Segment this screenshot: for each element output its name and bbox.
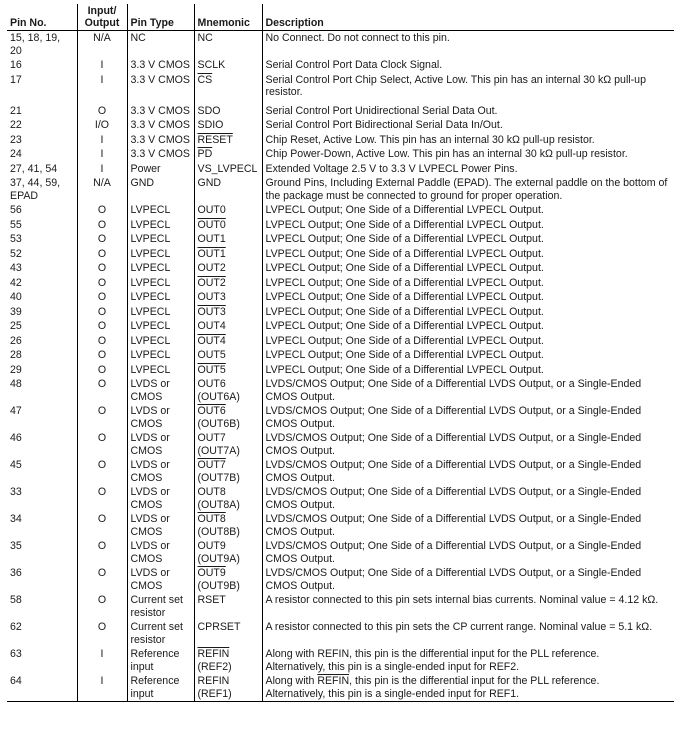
description: Serial Control Port Unidirectional Serial Data Out. bbox=[262, 100, 674, 119]
table-row bbox=[7, 58, 674, 73]
mnemonic: OUT0 bbox=[194, 203, 262, 218]
pin-number: 37, 44, 59, EPAD bbox=[10, 177, 61, 202]
pin-type: LVPECL bbox=[127, 203, 194, 218]
io-direction: O bbox=[77, 485, 127, 512]
table-row bbox=[7, 147, 674, 162]
pin-type: LVDS or CMOS bbox=[127, 539, 194, 566]
pin-type: NC bbox=[127, 31, 194, 59]
table-row bbox=[7, 247, 674, 262]
description: Extended Voltage 2.5 V to 3.3 V LVPECL Power Pins. bbox=[262, 162, 674, 177]
pin-number: 17 bbox=[10, 73, 22, 86]
io-direction: O bbox=[77, 100, 127, 119]
description: LVPECL Output; One Side of a Differential LVPECL Output. bbox=[262, 290, 674, 305]
io-direction: O bbox=[77, 305, 127, 320]
description: LVDS/CMOS Output; One Side of a Differential LVDS Output, or a Single-Ended CMOS Output. bbox=[262, 539, 674, 566]
mnemonic: OUT3 bbox=[194, 290, 262, 305]
pin-number: 52 bbox=[10, 247, 22, 260]
mnemonic bbox=[194, 363, 262, 378]
io-direction: I bbox=[77, 58, 127, 73]
description: Serial Control Port Data Clock Signal. bbox=[262, 58, 674, 73]
pin-number: 64 bbox=[7, 674, 77, 702]
pin-number: 53 bbox=[10, 233, 22, 245]
table-row bbox=[7, 73, 674, 100]
description: Along with REFIN, this pin is the differential input for the PLL reference. Alternatively, this pin is a single-ended input for REF2. bbox=[262, 647, 674, 674]
description: Chip Reset, Active Low. This pin has an internal 30 kΩ pull-up resistor. bbox=[262, 133, 674, 148]
pin-number: 34 bbox=[10, 513, 22, 525]
table-row bbox=[7, 31, 674, 59]
table-row bbox=[7, 674, 674, 702]
pin-type: LVDS or CMOS bbox=[127, 377, 194, 404]
mnemonic: SCLK bbox=[194, 58, 262, 73]
mnemonic-active-low: $\overline{CS}$ bbox=[197, 73, 213, 86]
description: No Connect. Do not connect to this pin. bbox=[262, 31, 674, 59]
pin-type: Current set resistor bbox=[127, 620, 194, 647]
description: A resistor connected to this pin sets the CP current range. Nominal value = 5.1 kΩ. bbox=[262, 620, 674, 647]
table-row bbox=[7, 100, 674, 119]
mnemonic: CPRSET bbox=[194, 620, 262, 647]
mnemonic: OUT9 (OUT9B) bbox=[194, 566, 262, 593]
mnemonic: OUT6 (OUT6B) bbox=[194, 404, 262, 431]
mnemonic: RSET bbox=[194, 593, 262, 620]
io-direction: O bbox=[77, 348, 127, 363]
pin-type: Reference input bbox=[127, 647, 194, 674]
io-direction: O bbox=[77, 232, 127, 247]
io-direction: O bbox=[77, 334, 127, 349]
description: LVPECL Output; One Side of a Differential LVPECL Output. bbox=[262, 218, 674, 233]
mnemonic: SDIO bbox=[194, 118, 262, 133]
header-pin-type: Pin Type bbox=[127, 4, 194, 31]
pin-number: 22 bbox=[10, 119, 22, 131]
table-row bbox=[7, 162, 674, 177]
mnemonic: OUT1 bbox=[194, 232, 262, 247]
description: Along with REFIN, this pin is the differential input for the PLL reference. Alternatively, this pin is a single-ended input for REF1. bbox=[262, 674, 674, 702]
mnemonic: OUT8 (OUT8A) bbox=[194, 485, 262, 512]
table-header-row bbox=[7, 4, 674, 31]
pin-type: LVDS or CMOS bbox=[127, 404, 194, 431]
description: Ground Pins, Including External Paddle (EPAD). The external paddle on the bottom of the package must be connected to ground for proper operation. bbox=[262, 176, 674, 203]
io-direction: O bbox=[77, 404, 127, 431]
table-row bbox=[7, 176, 674, 203]
io-direction: O bbox=[77, 261, 127, 276]
pin-number: 62 bbox=[10, 621, 22, 633]
pin-number: 48 bbox=[10, 378, 22, 390]
description: LVPECL Output; One Side of a Differential LVPECL Output. bbox=[262, 334, 674, 349]
pin-number: 42 bbox=[10, 276, 22, 289]
table-row bbox=[7, 593, 674, 620]
header-mnemonic: Mnemonic bbox=[194, 4, 262, 31]
description: LVPECL Output; One Side of a Differential LVPECL Output. bbox=[262, 247, 674, 262]
pin-type: GND bbox=[127, 176, 194, 203]
description: LVPECL Output; One Side of a Differential LVPECL Output. bbox=[262, 276, 674, 291]
table-row bbox=[7, 334, 674, 349]
mnemonic bbox=[194, 247, 262, 262]
pin-type: LVPECL bbox=[127, 305, 194, 320]
pin-type: 3.3 V CMOS bbox=[127, 118, 194, 133]
description: Serial Control Port Bidirectional Serial Data In/Out. bbox=[262, 118, 674, 133]
mnemonic-complement: OUT3 bbox=[197, 305, 226, 318]
pin-type: 3.3 V CMOS bbox=[127, 73, 194, 100]
header-pin-no: Pin No. bbox=[7, 4, 77, 31]
io-direction: O bbox=[77, 247, 127, 262]
io-direction: O bbox=[77, 593, 127, 620]
mnemonic bbox=[194, 334, 262, 349]
pin-number: 24 bbox=[10, 148, 22, 160]
description: Serial Control Port Chip Select, Active Low. This pin has an internal 30 kΩ pull-up resistor. bbox=[262, 73, 674, 100]
table-row bbox=[7, 261, 674, 276]
pin-type: LVDS or CMOS bbox=[127, 566, 194, 593]
description: LVDS/CMOS Output; One Side of a Differential LVDS Output, or a Single-Ended CMOS Output. bbox=[262, 431, 674, 458]
mnemonic: VS_LVPECL bbox=[194, 162, 262, 177]
pin-type: LVPECL bbox=[127, 261, 194, 276]
mnemonic bbox=[194, 73, 262, 100]
pin-number: 29 bbox=[10, 363, 22, 376]
mnemonic: REFIN (REF1) bbox=[194, 674, 262, 702]
table-row bbox=[7, 377, 674, 404]
pin-type: 3.3 V CMOS bbox=[127, 147, 194, 162]
io-direction: O bbox=[77, 218, 127, 233]
mnemonic: OUT8 (OUT8B) bbox=[194, 512, 262, 539]
pin-type: LVPECL bbox=[127, 363, 194, 378]
description: LVDS/CMOS Output; One Side of a Differential LVDS Output, or a Single-Ended CMOS Output. bbox=[262, 404, 674, 431]
description: LVPECL Output; One Side of a Differential LVPECL Output. bbox=[262, 232, 674, 247]
mnemonic-complement: OUT2 bbox=[197, 276, 226, 289]
description: LVPECL Output; One Side of a Differential LVPECL Output. bbox=[262, 348, 674, 363]
pin-type: LVDS or CMOS bbox=[127, 431, 194, 458]
io-direction: I bbox=[77, 162, 127, 177]
pin-type: LVPECL bbox=[127, 247, 194, 262]
io-direction: I bbox=[77, 147, 127, 162]
pin-number: 45 bbox=[10, 459, 22, 471]
io-direction: O bbox=[77, 377, 127, 404]
header-description: Description bbox=[262, 4, 674, 31]
pin-type: Reference input bbox=[127, 674, 194, 702]
table-row bbox=[7, 276, 674, 291]
pin-number: 43 bbox=[10, 262, 22, 274]
table-row bbox=[7, 620, 674, 647]
pin-number: 55 bbox=[10, 218, 22, 231]
pin-number: 46 bbox=[10, 432, 22, 444]
io-direction: N/A bbox=[77, 176, 127, 203]
table-row bbox=[7, 203, 674, 218]
mnemonic-complement: OUT4 bbox=[197, 334, 226, 347]
pin-type: LVPECL bbox=[127, 276, 194, 291]
io-direction: O bbox=[77, 290, 127, 305]
description: LVDS/CMOS Output; One Side of a Differential LVDS Output, or a Single-Ended CMOS Output. bbox=[262, 566, 674, 593]
pin-type: LVPECL bbox=[127, 218, 194, 233]
table-row bbox=[7, 348, 674, 363]
io-direction: O bbox=[77, 512, 127, 539]
mnemonic: OUT5 bbox=[194, 348, 262, 363]
description: LVPECL Output; One Side of a Differential LVPECL Output. bbox=[262, 261, 674, 276]
pin-number: 36 bbox=[10, 567, 22, 579]
io-direction: O bbox=[77, 431, 127, 458]
pin-number: 39 bbox=[10, 305, 22, 318]
pin-number: 21 bbox=[10, 104, 22, 117]
pin-number: 56 bbox=[10, 204, 22, 216]
mnemonic-active-low: $\overline{PD}$ bbox=[197, 148, 213, 160]
pin-number: 15, 18, 19, 20 bbox=[10, 32, 61, 57]
pin-number: 27, 41, 54 bbox=[10, 162, 58, 175]
mnemonic-active-low: RESET bbox=[197, 133, 233, 146]
pin-type: LVDS or CMOS bbox=[127, 512, 194, 539]
pin-type: 3.3 V CMOS bbox=[127, 58, 194, 73]
io-direction: I bbox=[77, 73, 127, 100]
table-row bbox=[7, 118, 674, 133]
table-row bbox=[7, 539, 674, 566]
mnemonic-complement: OUT5 bbox=[197, 363, 226, 376]
io-direction: I/O bbox=[77, 118, 127, 133]
table-row bbox=[7, 458, 674, 485]
pin-number: 16 bbox=[10, 59, 22, 71]
pin-number: 23 bbox=[10, 133, 22, 146]
pin-type: 3.3 V CMOS bbox=[127, 100, 194, 119]
table-row bbox=[7, 512, 674, 539]
pin-type: LVPECL bbox=[127, 319, 194, 334]
table-row bbox=[7, 431, 674, 458]
mnemonic bbox=[194, 133, 262, 148]
pin-number: 40 bbox=[10, 291, 22, 303]
io-direction: O bbox=[77, 276, 127, 291]
pin-number: 63 bbox=[10, 648, 22, 660]
mnemonic: REFIN (REF2) bbox=[194, 647, 262, 674]
io-direction: O bbox=[77, 458, 127, 485]
mnemonic: OUT6 (OUT6A) bbox=[194, 377, 262, 404]
table-row bbox=[7, 319, 674, 334]
io-direction: I bbox=[77, 647, 127, 674]
description: LVPECL Output; One Side of a Differential LVPECL Output. bbox=[262, 319, 674, 334]
pin-number: 58 bbox=[10, 594, 22, 606]
io-direction: O bbox=[77, 539, 127, 566]
io-direction: O bbox=[77, 620, 127, 647]
mnemonic-complement: OUT1 bbox=[197, 247, 226, 260]
pin-type: LVPECL bbox=[127, 232, 194, 247]
description: LVPECL Output; One Side of a Differential LVPECL Output. bbox=[262, 363, 674, 378]
pin-type: LVDS or CMOS bbox=[127, 458, 194, 485]
io-direction: O bbox=[77, 363, 127, 378]
table-row bbox=[7, 133, 674, 148]
description: LVDS/CMOS Output; One Side of a Differential LVDS Output, or a Single-Ended CMOS Output. bbox=[262, 377, 674, 404]
pin-number: 28 bbox=[10, 349, 22, 361]
io-direction: N/A bbox=[77, 31, 127, 59]
io-direction: O bbox=[77, 203, 127, 218]
description: LVPECL Output; One Side of a Differential LVPECL Output. bbox=[262, 203, 674, 218]
description: A resistor connected to this pin sets internal bias currents. Nominal value = 4.12 kΩ. bbox=[262, 593, 674, 620]
mnemonic: OUT7 (OUT7A) bbox=[194, 431, 262, 458]
table-row bbox=[7, 363, 674, 378]
io-direction: O bbox=[77, 566, 127, 593]
pin-type: LVPECL bbox=[127, 334, 194, 349]
description: LVDS/CMOS Output; One Side of a Differential LVDS Output, or a Single-Ended CMOS Output. bbox=[262, 512, 674, 539]
description: LVPECL Output; One Side of a Differential LVPECL Output. bbox=[262, 305, 674, 320]
mnemonic: NC bbox=[194, 31, 262, 59]
pin-number: 25 bbox=[10, 320, 22, 332]
pin-type: Power bbox=[127, 162, 194, 177]
table-row bbox=[7, 232, 674, 247]
table-row bbox=[7, 647, 674, 674]
pin-number: 33 bbox=[10, 486, 22, 498]
table-row bbox=[7, 290, 674, 305]
description: LVDS/CMOS Output; One Side of a Differential LVDS Output, or a Single-Ended CMOS Output. bbox=[262, 485, 674, 512]
pin-number: 26 bbox=[10, 334, 22, 347]
table-row bbox=[7, 305, 674, 320]
mnemonic bbox=[194, 305, 262, 320]
pin-type: 3.3 V CMOS bbox=[127, 133, 194, 148]
pin-type: LVPECL bbox=[127, 290, 194, 305]
mnemonic bbox=[194, 218, 262, 233]
mnemonic-complement: OUT0 bbox=[197, 218, 226, 231]
pin-function-table bbox=[7, 4, 674, 702]
mnemonic: SDO bbox=[194, 100, 262, 119]
io-direction: I bbox=[77, 133, 127, 148]
mnemonic: OUT2 bbox=[194, 261, 262, 276]
header-input-output: Input/ Output bbox=[77, 4, 127, 31]
mnemonic bbox=[194, 276, 262, 291]
mnemonic: OUT7 (OUT7B) bbox=[194, 458, 262, 485]
table-row bbox=[7, 218, 674, 233]
pin-type: LVPECL bbox=[127, 348, 194, 363]
table-row bbox=[7, 404, 674, 431]
mnemonic: OUT9 (OUT9A) bbox=[194, 539, 262, 566]
description: Chip Power-Down, Active Low. This pin has an internal 30 kΩ pull-up resistor. bbox=[262, 147, 674, 162]
pin-number: 47 bbox=[10, 405, 22, 417]
table-row bbox=[7, 566, 674, 593]
mnemonic: GND bbox=[194, 176, 262, 203]
pin-number: 35 bbox=[10, 540, 22, 552]
pin-type: Current set resistor bbox=[127, 593, 194, 620]
description: LVDS/CMOS Output; One Side of a Differential LVDS Output, or a Single-Ended CMOS Output. bbox=[262, 458, 674, 485]
table-row bbox=[7, 485, 674, 512]
mnemonic bbox=[194, 147, 262, 162]
pin-type: LVDS or CMOS bbox=[127, 485, 194, 512]
io-direction: O bbox=[77, 319, 127, 334]
io-direction: I bbox=[77, 674, 127, 702]
mnemonic: OUT4 bbox=[194, 319, 262, 334]
